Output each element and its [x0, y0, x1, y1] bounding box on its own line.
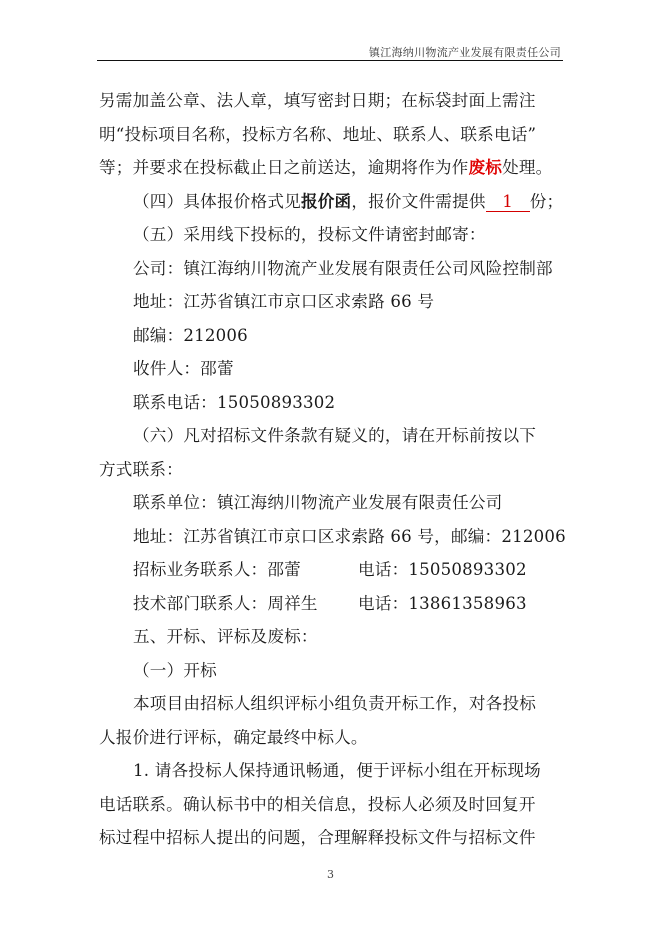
text-span: 等；并要求在投标截止日之前送达，逾期将作为作 [99, 158, 469, 177]
business-contact-name: 招标业务联系人：邵蕾 [133, 560, 301, 579]
mail-recipient-line: 收件人：邵蕾 [133, 359, 234, 378]
paragraph-line: 另需加盖公章、法人章，填写密封日期；在标袋封面上需注 [99, 91, 536, 110]
paragraph-line: 电话联系。确认标书中的相关信息，投标人必须及时回复开 [99, 794, 536, 814]
header-rule [97, 60, 563, 61]
mail-phone-line: 联系电话：15050893302 [133, 392, 336, 412]
copies-count-field: 1 [486, 193, 530, 212]
paragraph-line: （五）采用线下投标的，投标文件请密封邮寄： [133, 225, 486, 244]
mail-address-line: 地址：江苏省镇江市京口区求索路 66 号 [133, 292, 435, 311]
tech-contact-name: 技术部门联系人：周祥生 [133, 593, 318, 613]
business-contact-line [99, 553, 565, 587]
paragraph-line: （六）凡对招标文件条款有疑义的，请在开标前按以下 [133, 426, 537, 445]
quote-letter-emphasis: 报价函 [300, 190, 352, 211]
paragraph-line [99, 185, 565, 219]
page-header-company: 镇江海纳川物流产业发展有限责任公司 [368, 46, 561, 59]
mail-postcode-line: 邮编：212006 [133, 325, 248, 345]
tech-contact-line [99, 587, 565, 621]
text-span: 处理。 [502, 158, 553, 177]
paragraph-line: 本项目由招标人组织评标小组负责开标工作，对各投标 [133, 694, 537, 713]
text-span: （四）具体报价格式见 [133, 191, 301, 211]
subsection-heading: （一）开标 [133, 660, 217, 680]
tech-contact-phone: 电话：13861358963 [358, 593, 527, 613]
paragraph-line: 1. 请各投标人保持通讯畅通，便于评标小组在开标现场 [133, 761, 541, 780]
text-span: ，报价文件需提供 [351, 191, 486, 211]
paragraph-line: 人报价进行评标，确定最终中标人。 [99, 727, 368, 747]
paragraph-line: 方式联系： [99, 459, 183, 479]
page-number: 3 [327, 868, 334, 881]
text-span: 份； [529, 191, 564, 211]
section-heading: 五、开标、评标及废标： [133, 627, 318, 646]
contact-unit-line: 联系单位：镇江海纳川物流产业发展有限责任公司 [133, 493, 503, 512]
paragraph-line [99, 151, 565, 185]
document-body [99, 84, 565, 855]
mail-company-line: 公司：镇江海纳川物流产业发展有限责任公司风险控制部 [133, 258, 553, 278]
invalid-bid-emphasis: 废标 [468, 157, 503, 177]
business-contact-phone: 电话：15050893302 [358, 560, 527, 579]
contact-address-line: 地址：江苏省镇江市京口区求索路 66 号，邮编：212006 [133, 526, 566, 546]
paragraph-line: 明“投标项目名称，投标方名称、地址、联系人、联系电话” [99, 124, 537, 144]
paragraph-line: 标过程中招标人提出的问题，合理解释投标文件与招标文件 [99, 828, 536, 847]
